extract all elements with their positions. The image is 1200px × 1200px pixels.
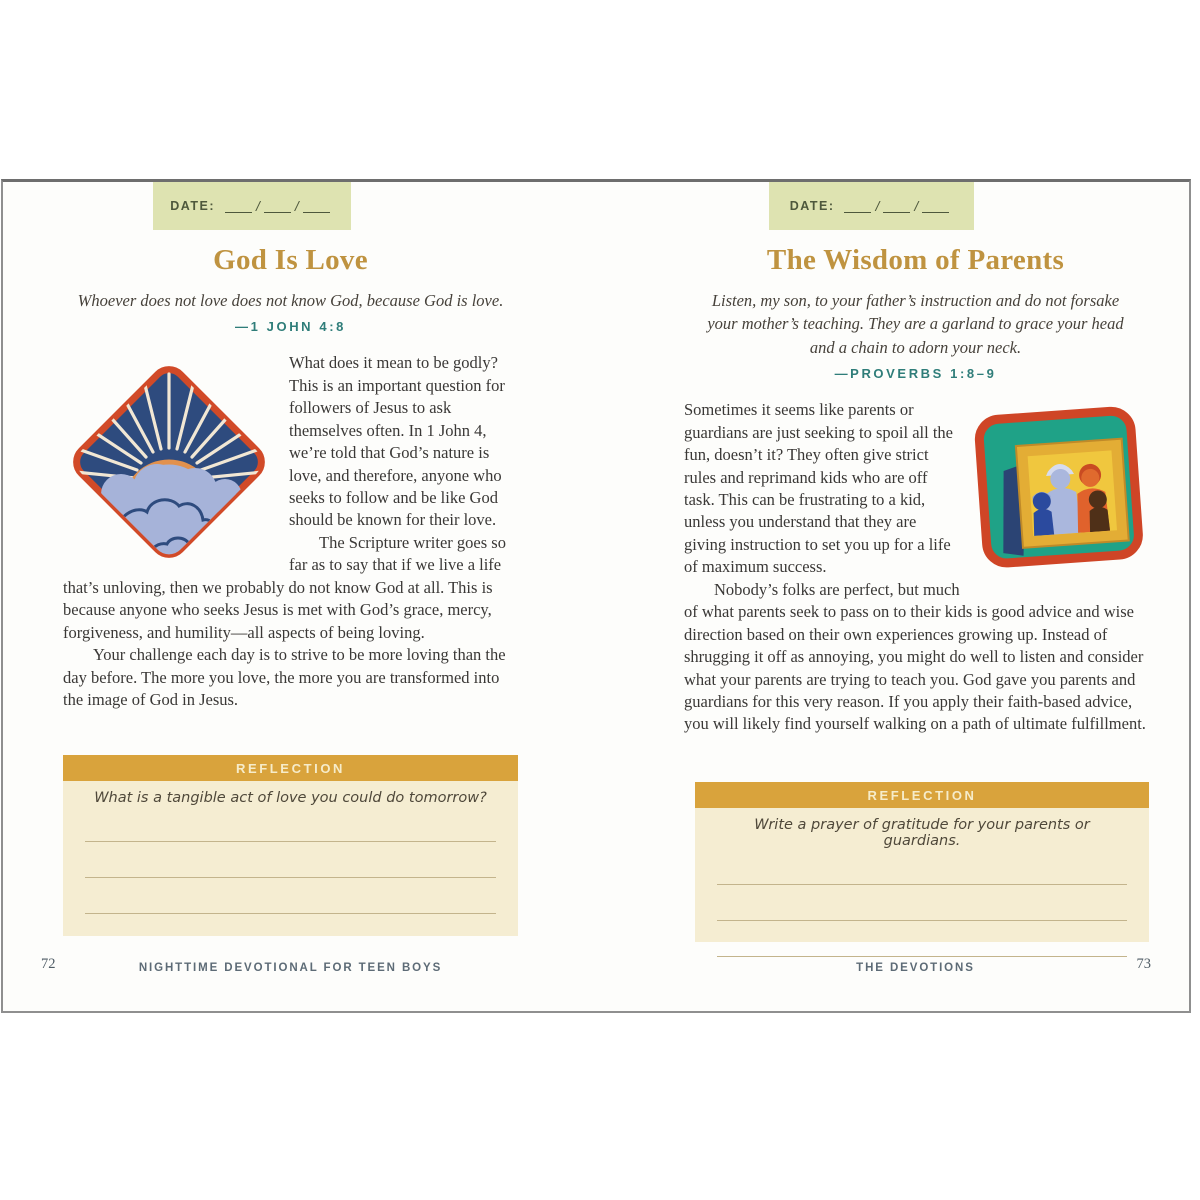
write-line: [717, 849, 1127, 885]
page-left: [3, 182, 596, 1011]
body-paragraph: Nobody’s folks are perfect, but much of what parents seek to pass on to their kids is good advice and wise direction based on their own experiences growing up. Instead of shrugging it off as annoying, you might do well to listen and consider what your parents are trying to teach you. God gave you parents and guardians for this very reason. If you apply their faith-based advice, you will likely find yourself walking on a path of ultimate fulfillment.: [684, 579, 1146, 734]
date-blank-line: [303, 199, 330, 213]
family-frame-icon: [969, 397, 1153, 581]
reflection-box: [695, 782, 1149, 942]
date-blank-line: [264, 199, 291, 213]
devotion-body: [63, 352, 518, 711]
date-blank-line: [225, 199, 252, 213]
date-box: [769, 182, 974, 230]
date-label: DATE:: [170, 199, 215, 213]
page-right: [596, 182, 1189, 1011]
running-footer: [63, 958, 518, 976]
date-blank-line: [922, 199, 949, 213]
scripture-reference: —PROVERBS 1:8–9: [834, 366, 997, 382]
running-title: NIGHTTIME DEVOTIONAL FOR TEEN BOYS: [138, 962, 443, 974]
reflection-body: [63, 781, 518, 914]
page-number: 72: [41, 956, 56, 972]
devotion-title: God Is Love: [213, 244, 368, 276]
reflection-body: [695, 808, 1149, 957]
write-line: [85, 842, 496, 878]
sunrise-icon: [63, 356, 275, 568]
body-paragraph: Your challenge each day is to strive to be more loving than the day before. The more you love, the more you are transformed into the image of God in Jesus.: [63, 645, 506, 709]
page-number: 73: [1136, 956, 1151, 972]
body-paragraph: Sometimes it seems like parents or guardians are just seeking to spoil all the fun, doesn’t it? They often give strict rules and reprimand kids who are off task. This can be frustrating to a kid, unless you understand that they are giving instruction to set you up for a life of maximum success.: [684, 400, 953, 577]
date-separator: /: [294, 198, 299, 214]
write-line: [717, 921, 1127, 957]
scripture-verse: Whoever does not love does not know God, because God is love.: [77, 291, 504, 310]
date-separator: /: [255, 198, 260, 214]
running-footer: [684, 958, 1147, 976]
reflection-prompt: Write a prayer of gratitude for your parents or guardians.: [754, 817, 1090, 849]
date-label: DATE:: [789, 199, 835, 213]
scripture-reference: —1 JOHN 4:8: [235, 319, 346, 335]
running-title: THE DEVOTIONS: [856, 962, 975, 974]
reflection-prompt: What is a tangible act of love you could do tomorrow?: [94, 790, 487, 806]
body-paragraph: What does it mean to be godly? This is an important question for followers of Jesus to ask themselves often. In 1 John 4, we’re told that God’s nature is love, and therefore, anyone who seeks to follow and be like God should be known for their love.: [289, 353, 505, 530]
reflection-box: [63, 755, 518, 936]
scripture-verse: Listen, my son, to your father’s instruction and do not forsake your mother’s teaching. They are a garland to grace your head and a chain to adorn your neck.: [707, 291, 1124, 357]
date-separator: /: [914, 198, 919, 214]
date-blank-line: [883, 199, 910, 213]
date-blank-line: [844, 199, 871, 213]
body-paragraph: The Scripture writer goes so far as to say that if we live a life that’s unloving, then we probably do not know God at all. This is because anyone who seeks Jesus is met with God’s grace, mercy, forgiveness, and humility—all aspects of being loving.: [63, 532, 506, 642]
write-line: [85, 806, 496, 842]
reflection-header: REFLECTION: [63, 755, 518, 781]
date-separator: /: [875, 198, 880, 214]
write-line: [717, 885, 1127, 921]
devotion-title: The Wisdom of Parents: [766, 244, 1065, 276]
reflection-header: REFLECTION: [695, 782, 1149, 808]
book-spread: [1, 179, 1191, 1013]
date-box: [153, 182, 351, 230]
devotion-body: [684, 399, 1147, 736]
sunrise-badge-illustration: [63, 356, 275, 568]
family-portrait-illustration: [969, 397, 1153, 581]
write-line: [85, 878, 496, 914]
